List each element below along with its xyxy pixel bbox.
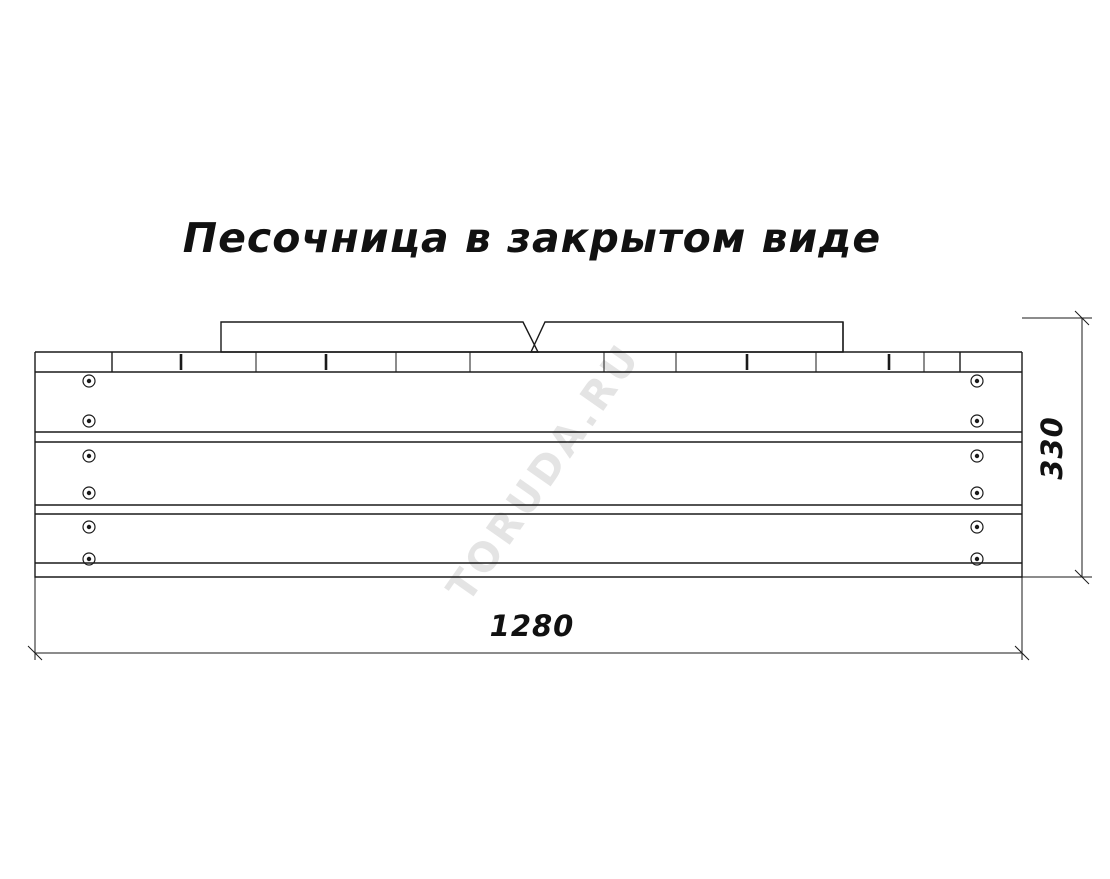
height-dimension-label: 330 bbox=[1035, 416, 1069, 480]
dimension-width bbox=[28, 577, 1029, 660]
fastener-screw-head bbox=[971, 521, 983, 533]
fasteners-left-column bbox=[83, 375, 95, 565]
fastener-screw-head bbox=[83, 487, 95, 499]
fastener-screw-head bbox=[83, 450, 95, 462]
fasteners-right-column bbox=[971, 375, 983, 565]
watermark-text: TORUDA.RU bbox=[438, 334, 651, 611]
fastener-screw-head bbox=[83, 415, 95, 427]
fastener-screw-head bbox=[971, 487, 983, 499]
watermark bbox=[438, 335, 650, 610]
lid-right-panel bbox=[531, 322, 843, 352]
dimension-height bbox=[1022, 311, 1092, 584]
lid-assembly bbox=[221, 322, 843, 352]
fastener-screw-head bbox=[971, 450, 983, 462]
fastener-screw-head bbox=[83, 375, 95, 387]
fastener-screw-head bbox=[971, 415, 983, 427]
fastener-screw-head bbox=[83, 521, 95, 533]
lid-left-panel bbox=[221, 322, 538, 352]
drawing-title: Песочница в закрытом виде bbox=[182, 214, 882, 262]
fastener-screw-head bbox=[971, 375, 983, 387]
width-dimension-label: 1280 bbox=[489, 609, 575, 643]
hinge-marks bbox=[181, 354, 889, 370]
